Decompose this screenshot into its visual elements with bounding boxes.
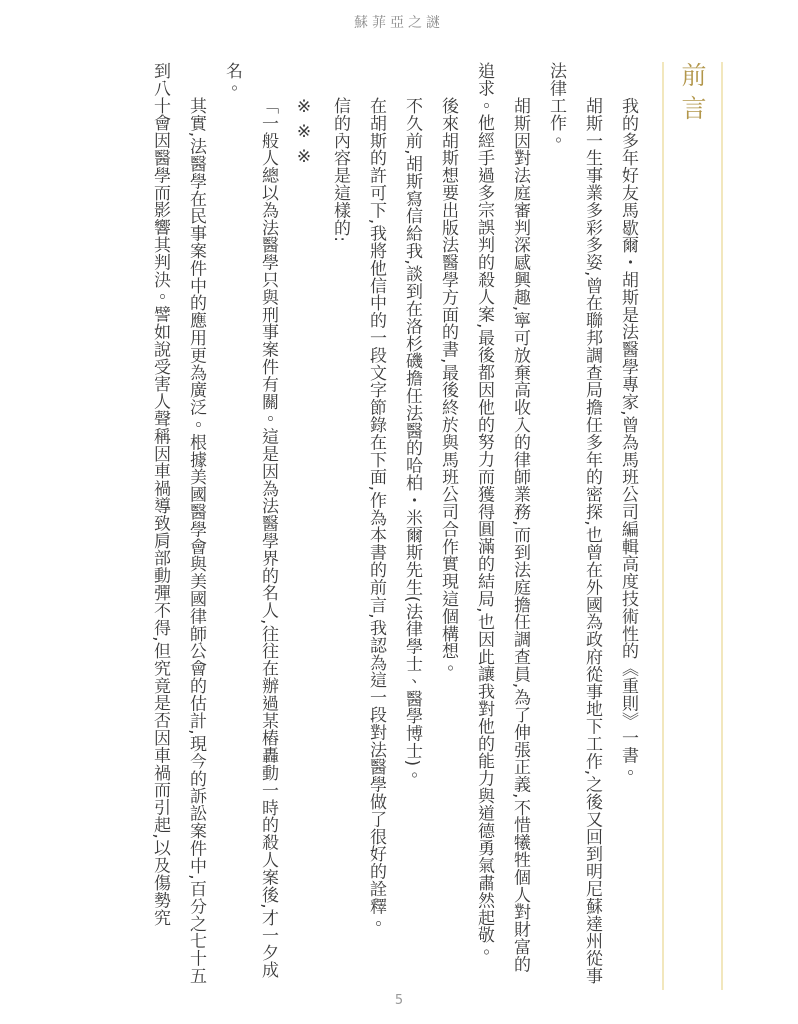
section-separator: ※※※ xyxy=(294,97,314,172)
paragraph: 「一般人總以為法醫學只與刑事案件有關。這是因為法醫學界的名人,往往在辦過某樁轟動一時的殺人案後,才一夕成名。 xyxy=(222,62,278,979)
body-text xyxy=(142,62,646,990)
paragraph: 我的多年好友馬歇爾・胡斯是法醫學專家,曾為馬班公司編輯高度技術性的《重則》一書。 xyxy=(618,97,638,782)
page-content xyxy=(142,62,723,990)
paragraph: 信的內容是這樣的: xyxy=(330,97,350,243)
paragraph: 在胡斯的許可下,我將他信中的一段文字節錄在下面,作為本書的前言,我認為這一段對法醫學做了很好的詮釋。 xyxy=(366,97,386,933)
chapter-title: 前言 xyxy=(662,62,723,990)
paragraph: 不久前,胡斯寫信給我,談到在洛杉磯擔任法醫的哈柏・米爾斯先生(法律學士、醫學博士)。 xyxy=(402,97,422,784)
paragraph: 胡斯一生事業多彩多姿,曾在聯邦調查局擔任多年的密探,也曾在外國為政府從事地下工作,之後又回到明尼蘇達州從事法律工作。 xyxy=(546,62,602,985)
paragraph: 後來胡斯想要出版法醫學方面的書,最後終於與馬班公司合作實現這個構想。 xyxy=(438,97,458,678)
page-number: 5 xyxy=(394,993,404,1008)
running-head: 蘇菲亞之謎 xyxy=(354,15,444,31)
paragraph: 其實,法醫學在民事案件中的應用更為廣泛。根據美國醫學會與美國律師公會的估計,現今的訴訟案件中,百分之七十五到八十會因醫學而影響其判決。譬如說受害人聲稱因車禍導致肩部動彈不得,但究竟是否因車禍而引起,以及傷勢究 xyxy=(150,62,206,985)
paragraph: 胡斯因對法庭審判深感興趣,寧可放棄高收入的律師業務,而到法庭擔任調查員,為了伸張正義,不惜犧牲個人對財富的追求。他經手過多宗誤判的殺人案,最後都因他的努力而獲得圓滿的結局,也因此讓我對他的能力與道德勇氣肅然起敬。 xyxy=(474,62,530,973)
